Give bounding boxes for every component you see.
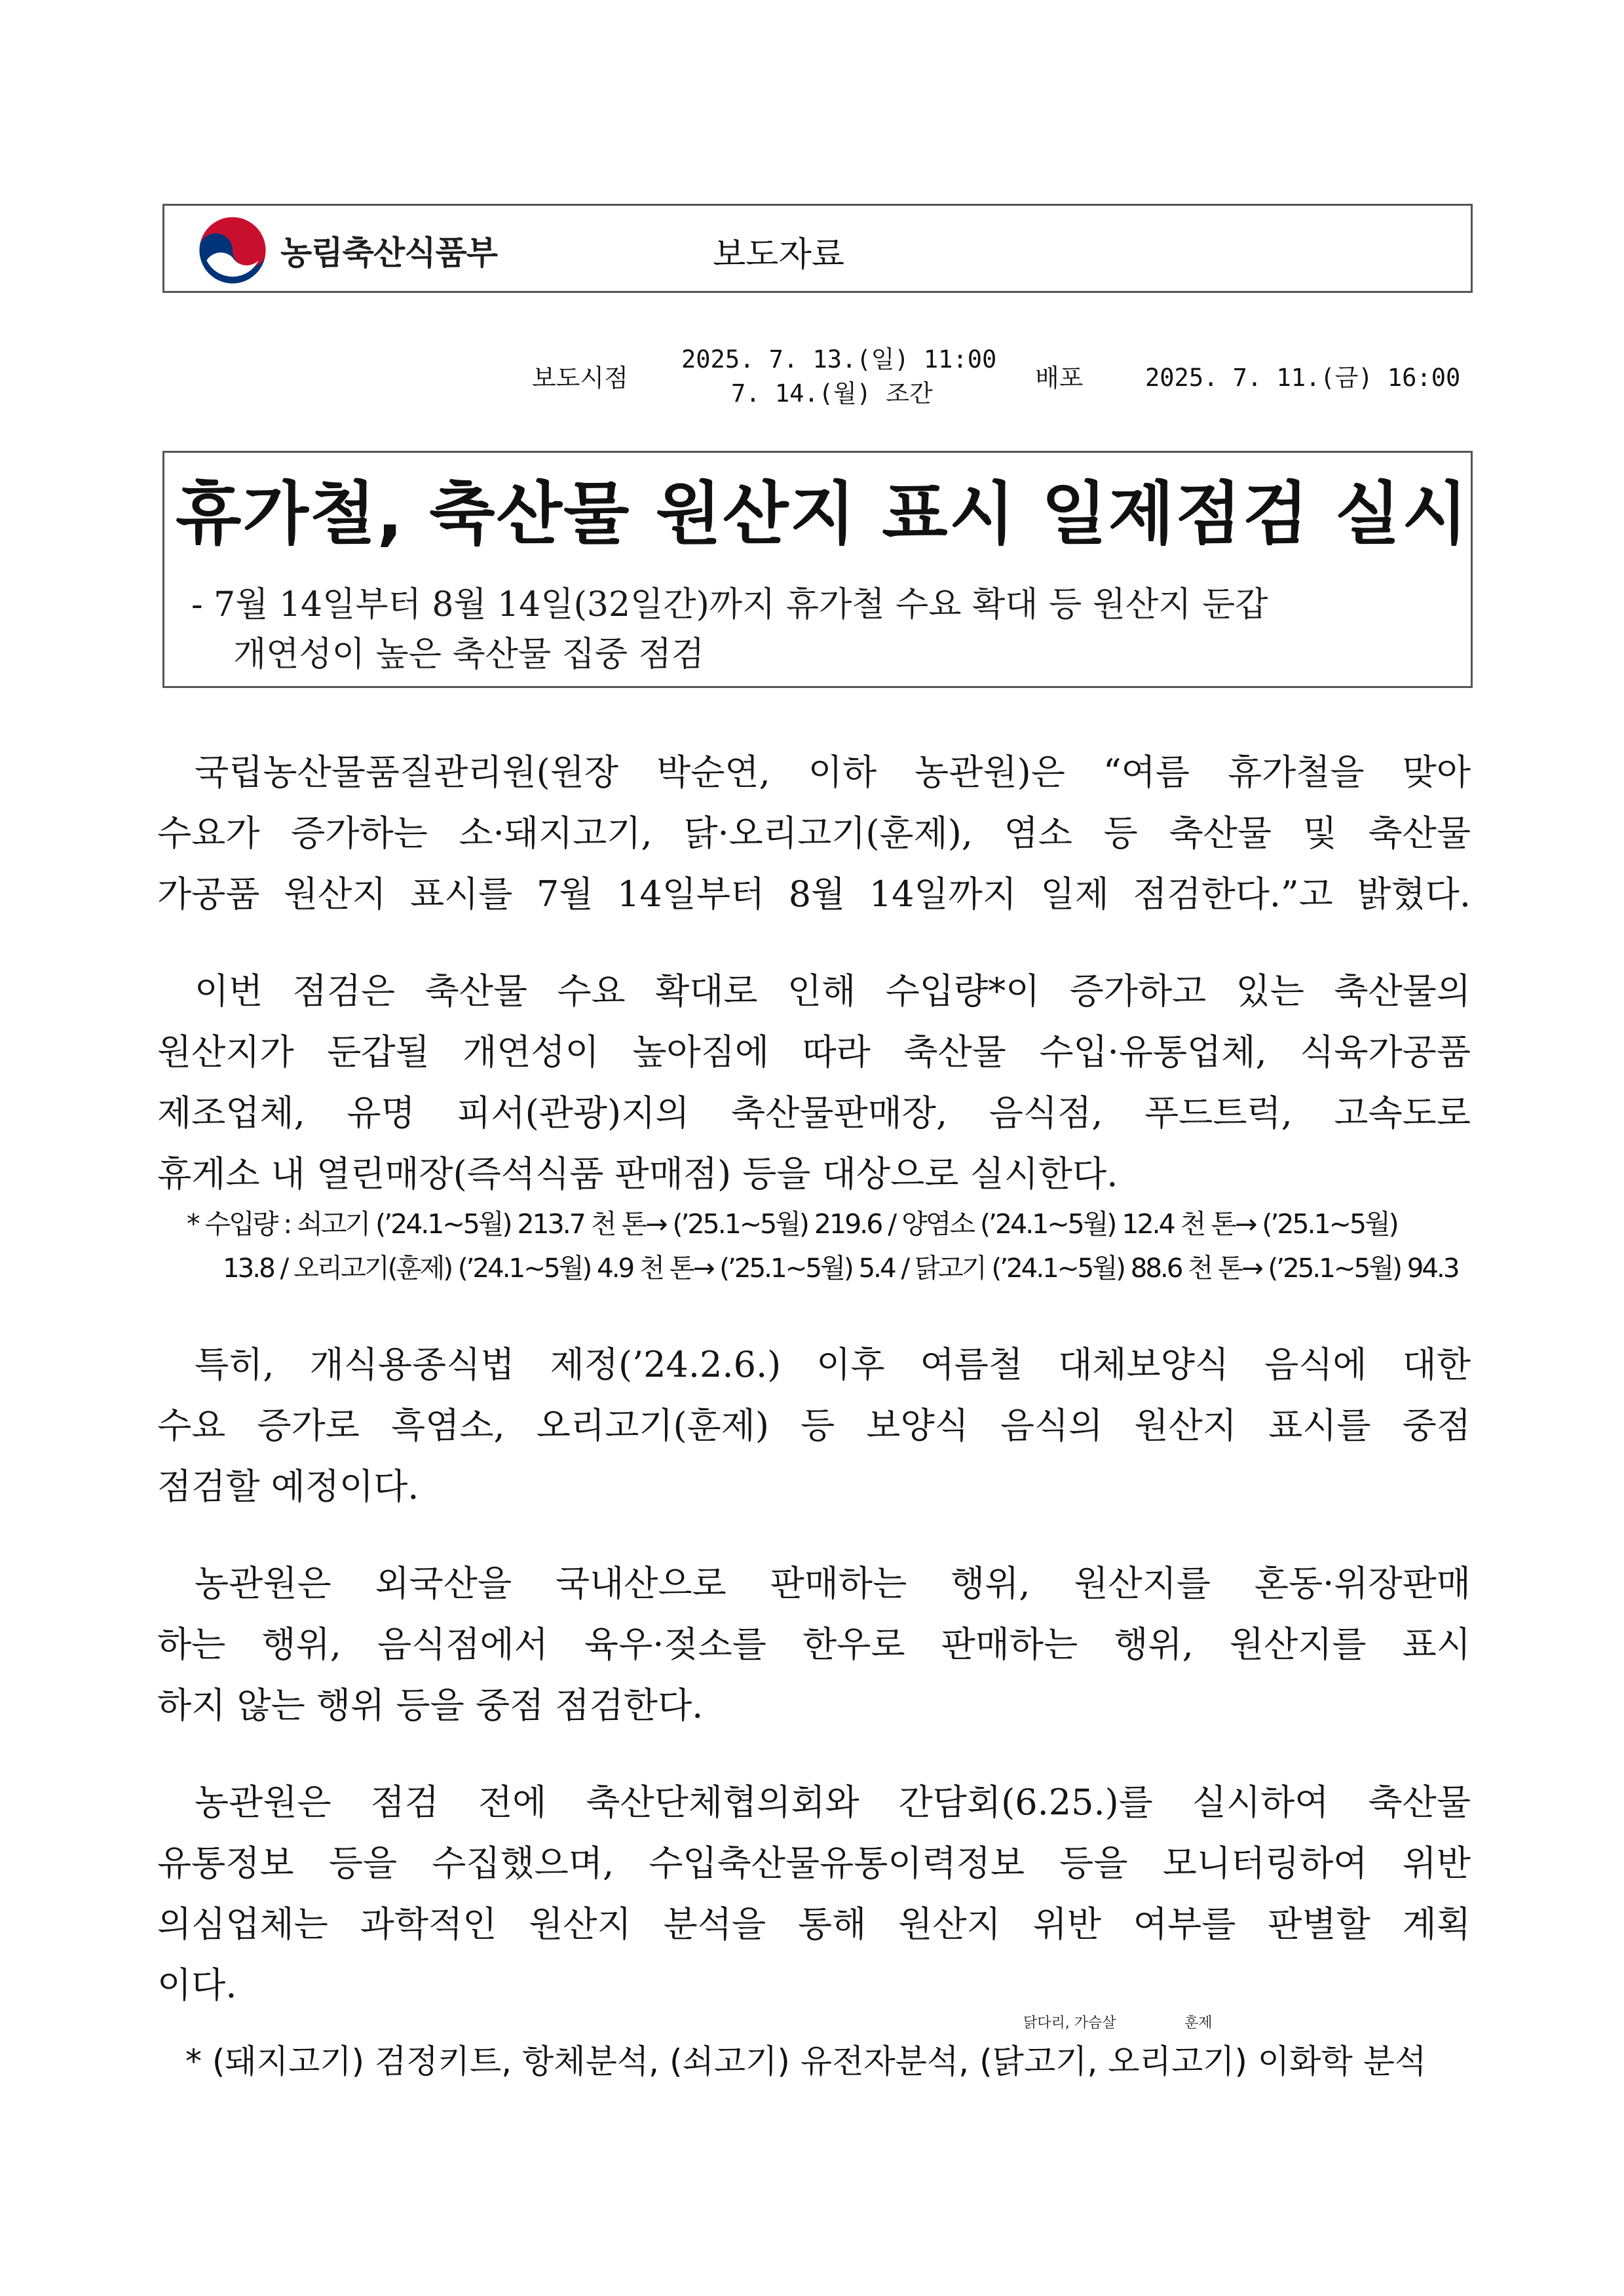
- release-time-label: 보도시점: [532, 364, 628, 392]
- paragraph-1-line-3: 가공품 원산지 표시를 7월 14일부터 8월 14일까지 일제 점검한다.”고 밝혔다.: [157, 873, 1471, 915]
- footnote-import-line1: * 수입량 : 쇠고기 (’24.1~5월) 213.7 천 톤→ (’25.1~5월) 219.6 / 양염소 (’24.1~5월) 12.4 천 톤→ (’25.1~5월): [187, 1208, 1397, 1240]
- distribution-time: 2025. 7. 11.(금) 16:00: [1145, 364, 1461, 392]
- paragraph-5-line-3: 의심업체는 과학적인 원산지 분석을 통해 원산지 위반 여부를 판별할 계획: [157, 1904, 1471, 1945]
- paragraph-1-line-2: 수요가 증가하는 소·돼지고기, 닭·오리고기(훈제), 염소 등 축산물 및 축산물: [157, 813, 1471, 854]
- paragraph-2-line-4: 휴게소 내 열린매장(즉석식품 판매점) 등을 대상으로 실시한다.: [157, 1153, 1118, 1195]
- headline-subtitle-line2: 개연성이 높은 축산물 집중 점검: [233, 635, 705, 674]
- paragraph-5-line-1: 농관원은 점검 전에 축산단체협의회와 간담회(6.25.)를 실시하여 축산물: [195, 1782, 1471, 1823]
- taegeuk-emblem-icon: [197, 214, 269, 286]
- paragraph-2-line-2: 원산지가 둔갑될 개연성이 높아짐에 따라 축산물 수입·유통업체, 식육가공품: [157, 1031, 1471, 1073]
- document-type: 보도자료: [713, 235, 844, 275]
- paragraph-1-line-1: 국립농산물품질관리원(원장 박순연, 이하 농관원)은 “여름 휴가철을 맞아: [195, 752, 1471, 793]
- footnote-analysis: * (돼지고기) 검정키트, 항체분석, (쇠고기) 유전자분석, (닭고기, 오리고기) 이화학 분석: [185, 2042, 1427, 2080]
- paragraph-4-line-3: 하지 않는 행위 등을 중점 점검한다.: [157, 1685, 704, 1726]
- headline-title: 휴가철, 축산물 원산지 표시 일제점검 실시: [176, 474, 1469, 554]
- paragraph-2-line-3: 제조업체, 유명 피서(관광)지의 축산물판매장, 음식점, 푸드트럭, 고속도로: [157, 1092, 1471, 1134]
- annotation-chicken-parts: 닭다리, 가슴살: [1023, 2015, 1116, 2031]
- annotation-duck-smoked: 훈제: [1184, 2015, 1213, 2031]
- footnote-import-line2: 13.8 / 오리고기(훈제) (’24.1~5월) 4.9 천 톤→ (’25.1~5월) 5.4 / 닭고기 (’24.1~5월) 88.6 천 톤→ (’25.1~5월) 94.3: [223, 1253, 1458, 1284]
- paragraph-5-line-2: 유통정보 등을 수집했으며, 수입축산물유통이력정보 등을 모니터링하여 위반: [157, 1843, 1471, 1884]
- headline-subtitle-line1: - 7월 14일부터 8월 14일(32일간)까지 휴가철 수요 확대 등 원산지 둔갑: [191, 585, 1268, 624]
- paragraph-4-line-1: 농관원은 외국산을 국내산으로 판매하는 행위, 원산지를 혼동·위장판매: [195, 1563, 1471, 1604]
- release-time-line1: 2025. 7. 13.(일) 11:00: [681, 345, 997, 373]
- release-time-line2: 7. 14.(월) 조간: [731, 379, 933, 408]
- paragraph-3-line-1: 특히, 개식용종식법 제정(’24.2.6.) 이후 여름철 대체보양식 음식에 대한: [195, 1344, 1471, 1385]
- paragraph-2-line-1: 이번 점검은 축산물 수요 확대로 인해 수입량*이 증가하고 있는 축산물의: [195, 970, 1471, 1012]
- paragraph-5-line-4: 이다.: [157, 1964, 237, 2006]
- paragraph-3-line-2: 수요 증가로 흑염소, 오리고기(훈제) 등 보양식 음식의 원산지 표시를 중점: [157, 1405, 1471, 1446]
- ministry-name: 농림축산식품부: [280, 234, 498, 272]
- distribution-label: 배포: [1035, 364, 1084, 392]
- paragraph-4-line-2: 하는 행위, 음식점에서 육우·젖소를 한우로 판매하는 행위, 원산지를 표시: [157, 1624, 1471, 1665]
- paragraph-3-line-3: 점검할 예정이다.: [157, 1466, 419, 1507]
